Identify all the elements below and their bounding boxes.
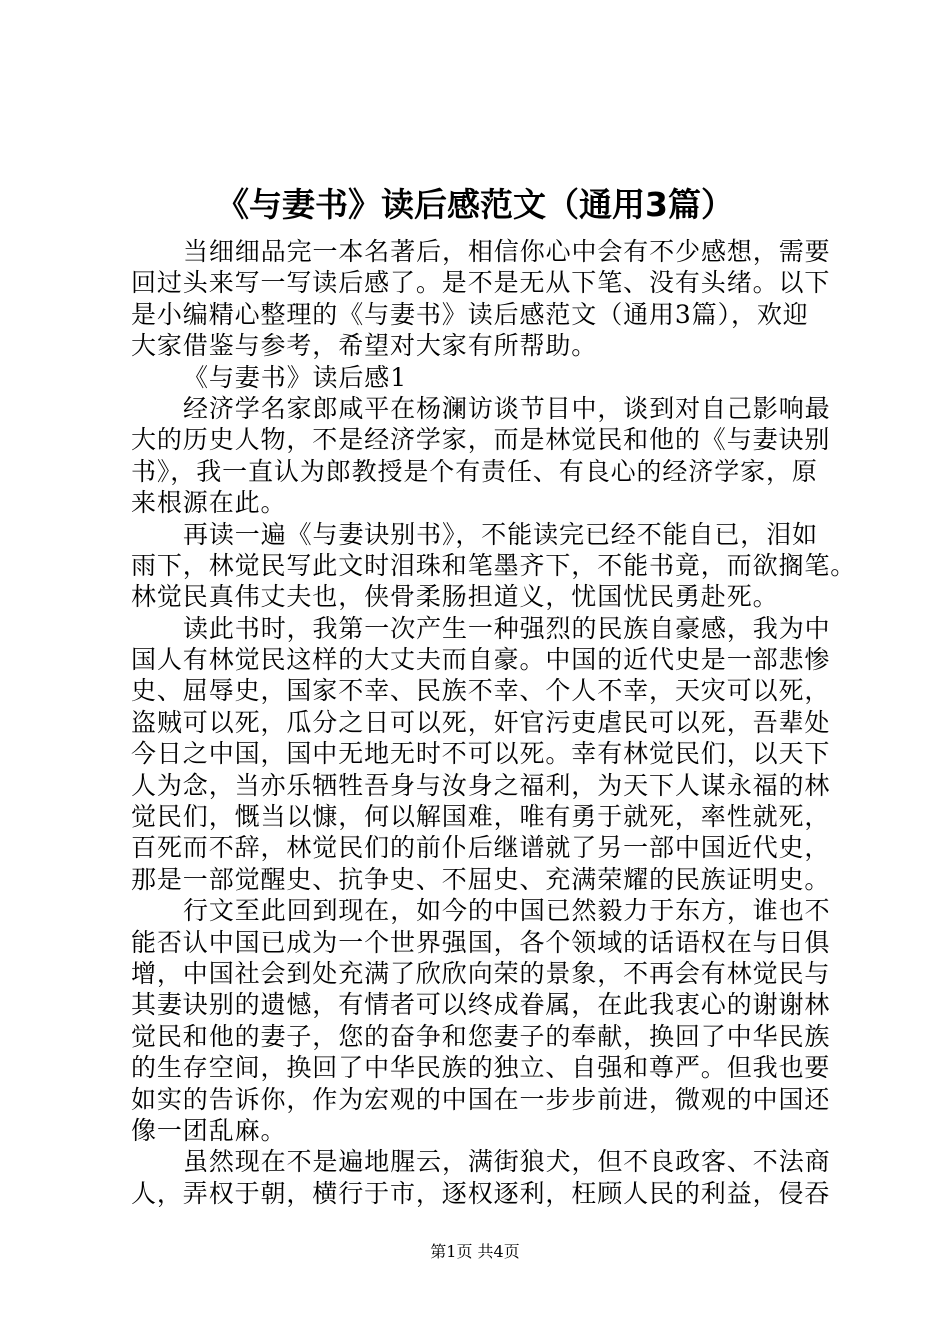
paragraph-line: 觉民和他的妻子，您的奋争和您妻子的奉献，换回了中华民族 [131, 1021, 831, 1051]
document-body [131, 236, 857, 1209]
paragraph-line: 当细细品完一本名著后，相信你心中会有不少感想，需要 [183, 237, 831, 266]
paragraph-line: 大家借鉴与参考，希望对大家有所帮助。 [131, 331, 598, 361]
paragraph-line: 国人有林觉民这样的大丈夫而自豪。中国的近代史是一部悲惨 [131, 645, 831, 675]
paragraph-line: 能否认中国已成为一个世界强国，各个领域的话语权在与日俱 [131, 927, 831, 957]
paragraph-line: 史、屈辱史，国家不幸、民族不幸、个人不幸，天灾可以死， [131, 676, 831, 706]
page-title: 《与妻书》读后感范文（通用3篇） [216, 185, 734, 224]
paragraph-line: 百死而不辞，林觉民们的前仆后继谱就了另一部中国近代史， [131, 833, 831, 863]
paragraph-line: 虽然现在不是遍地腥云，满街狼犬，但不良政客、不法商 [183, 1147, 831, 1177]
paragraph-line: 人，弄权于朝，横行于市，逐权逐利，枉顾人民的利益，侵吞 [131, 1178, 831, 1208]
paragraph-line: 那是一部觉醒史、抗争史、不屈史、充满荣耀的民族证明史。 [131, 864, 831, 894]
paragraph-line: 书》，我一直认为郎教授是个有责任、有良心的经济学家，原 [131, 456, 818, 486]
paragraph-line: 其妻诀别的遗憾，有情者可以终成眷属，在此我衷心的谢谢林 [131, 990, 831, 1020]
paragraph-line: 今日之中国，国中无地无时不可以死。幸有林觉民们，以天下 [131, 739, 831, 769]
paragraph-line: 来根源在此。 [131, 488, 287, 518]
paragraph-line: 盗贼可以死，瓜分之日可以死，奸官污吏虐民可以死，吾辈处 [131, 707, 831, 737]
paragraph-line: 是小编精心整理的《与妻书》读后感范文（通用3篇），欢迎 [131, 299, 809, 329]
paragraph-line: 如实的告诉你，作为宏观的中国在一步步前进，微观的中国还 [131, 1084, 831, 1114]
paragraph-line: 人为念，当亦乐牺牲吾身与汝身之福利，为天下人谋永福的林 [131, 770, 831, 800]
paragraph-line: 的生存空间，换回了中华民族的独立、自强和尊严。但我也要 [131, 1053, 831, 1083]
section-heading: 《与妻书》读后感1 [183, 362, 408, 392]
paragraph-line: 行文至此回到现在，如今的中国已然毅力于东方，谁也不 [183, 896, 831, 926]
paragraph-line: 再读一遍《与妻诀别书》，不能读完已经不能自已，泪如 [183, 519, 819, 549]
paragraph-line: 读此书时，我第一次产生一种强烈的民族自豪感，我为中 [183, 613, 831, 643]
page-number-footer: 第1页 共4页 [430, 1242, 520, 1261]
paragraph-line: 林觉民真伟丈夫也，侠骨柔肠担道义，忧国忧民勇赴死。 [131, 582, 779, 612]
paragraph-line: 觉民们，慨当以慷，何以解国难，唯有勇于就死，率性就死， [131, 802, 831, 832]
paragraph-line: 经济学名家郎咸平在杨澜访谈节目中，谈到对自己影响最 [183, 393, 831, 423]
paragraph-line: 大的历史人物，不是经济学家，而是林觉民和他的《与妻诀别 [131, 425, 831, 455]
paragraph-line: 雨下，林觉民写此文时泪珠和笔墨齐下，不能书竟，而欲搁笔。 [131, 550, 857, 580]
paragraph-line: 像一团乱麻。 [131, 1115, 287, 1145]
paragraph-line: 回过头来写一写读后感了。是不是无从下笔、没有头绪。以下 [131, 268, 831, 298]
paragraph-line: 增，中国社会到处充满了欣欣向荣的景象，不再会有林觉民与 [131, 958, 831, 988]
